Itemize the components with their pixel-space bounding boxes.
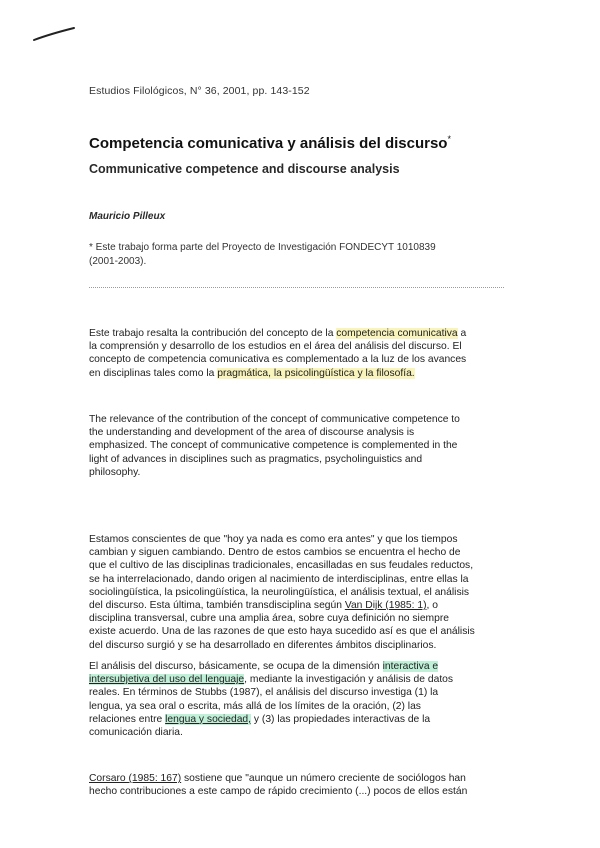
text-line: reales. En términos de Stubbs (1987), el análisis del discurso investiga (1) la <box>89 687 439 699</box>
footnote-line: * Este trabajo forma parte del Proyecto de Investigación FONDECYT 1010839 <box>89 242 436 253</box>
text-line: philosophy. <box>89 466 141 478</box>
underlined-citation: Corsaro (1985: 167) <box>89 773 182 784</box>
title-spanish-text: Competencia comunicativa y análisis del discurso <box>89 135 448 152</box>
highlighted-text: competencia comunicativa <box>336 328 458 339</box>
journal-citation: Estudios Filológicos, N° 36, 2001, pp. 143-152 <box>89 85 310 97</box>
text-line: light of advances in disciplines such as pragmatics, psycholinguistics and <box>89 453 423 465</box>
text-segment: y (3) las propiedades interactivas de la <box>251 713 431 725</box>
text-line <box>89 660 504 673</box>
text-line: the understanding and development of the area of discourse analysis is <box>89 427 415 439</box>
text-line <box>89 599 504 612</box>
text-line: concepto de competencia comunicativa es complementado a la luz de los avances <box>89 354 467 366</box>
title-footnote-mark: * <box>447 134 451 144</box>
text-line: comunicación diaria. <box>89 727 183 739</box>
text-line: existe acuerdo. Una de las razones de que esto haya sucedido así es que el análisis <box>89 626 475 638</box>
abstract-spanish <box>89 327 504 380</box>
title-footnote <box>89 241 509 269</box>
highlighted-text: lengua y sociedad, <box>165 713 252 725</box>
highlighted-text: pragmática, la psicolingüística y la filosofía. <box>217 367 415 379</box>
footnote-line: (2001-2003). <box>89 256 147 267</box>
text-segment: sostiene que "aunque un número creciente de sociólogos han <box>181 773 466 784</box>
text-segment: del discurso. Esta última, también transdisciplina según <box>89 600 345 612</box>
text-line <box>89 327 504 340</box>
text-segment: en disciplinas tales como la <box>89 367 218 379</box>
body-paragraph-1 <box>89 533 504 652</box>
body-paragraph-3 <box>89 772 504 798</box>
title-english: Communicative competence and discourse analysis <box>89 162 400 176</box>
text-line: lengua, ya sea oral o escrita, más allá de los límites de la oración, (2) las <box>89 700 421 712</box>
underlined-citation: Van Dijk (1985: 1) <box>344 600 427 612</box>
text-segment: a <box>457 328 467 339</box>
text-line <box>89 713 504 726</box>
text-line: hecho contribuciones a este campo de rápido crecimiento (...) pocos de ellos están <box>89 786 468 798</box>
text-line: The relevance of the contribution of the concept of communicative competence to <box>89 414 460 425</box>
text-line: emphasized. The concept of communicative competence is complemented in the <box>89 440 458 452</box>
text-line <box>89 673 504 686</box>
pen-stroke-mark <box>30 24 80 44</box>
abstract-english <box>89 413 504 479</box>
title-spanish <box>89 134 451 152</box>
text-line: disciplina transversal, cubre una amplia área, sobre cuya definición no siempre <box>89 613 450 625</box>
text-line: Estamos conscientes de que "hoy ya nada es como era antes" y que los tiempos <box>89 534 458 545</box>
text-line: la comprensión y desarrollo de los estudios en el área del análisis del discurso. El <box>89 341 462 353</box>
text-line: que el cultivo de las disciplinas tradicionales, encasilladas en sus feudales reductos, <box>89 560 474 572</box>
highlighted-text: intersubjetiva del uso del lenguaje <box>89 674 245 686</box>
text-segment: , mediante la investigación y análisis de datos <box>244 674 454 686</box>
text-line: cambian y siguen cambiando. Dentro de estos cambios se encuentra el hecho de <box>89 547 461 559</box>
text-line: del discurso surgió y se ha desarrollado en diferentes ámbitos disciplinarios. <box>89 639 437 651</box>
text-segment: , o <box>426 600 438 612</box>
body-paragraph-2 <box>89 660 504 739</box>
text-line: sociolingüística, la psicolingüística, la neurolingüística, el análisis textual, el análisis <box>89 586 470 598</box>
section-divider <box>89 287 504 288</box>
text-segment: Este trabajo resalta la contribución del concepto de la <box>89 328 337 339</box>
text-line <box>89 367 504 380</box>
text-line <box>89 772 504 785</box>
text-line: se ha interrelacionado, dando origen al nacimiento de interdisciplinas, entre ellas la <box>89 573 469 585</box>
text-segment: El análisis del discurso, básicamente, se ocupa de la dimensión <box>89 661 383 672</box>
text-segment: relaciones entre <box>89 713 166 725</box>
author-name: Mauricio Pilleux <box>89 211 166 222</box>
highlighted-text: interactiva e <box>382 661 439 672</box>
